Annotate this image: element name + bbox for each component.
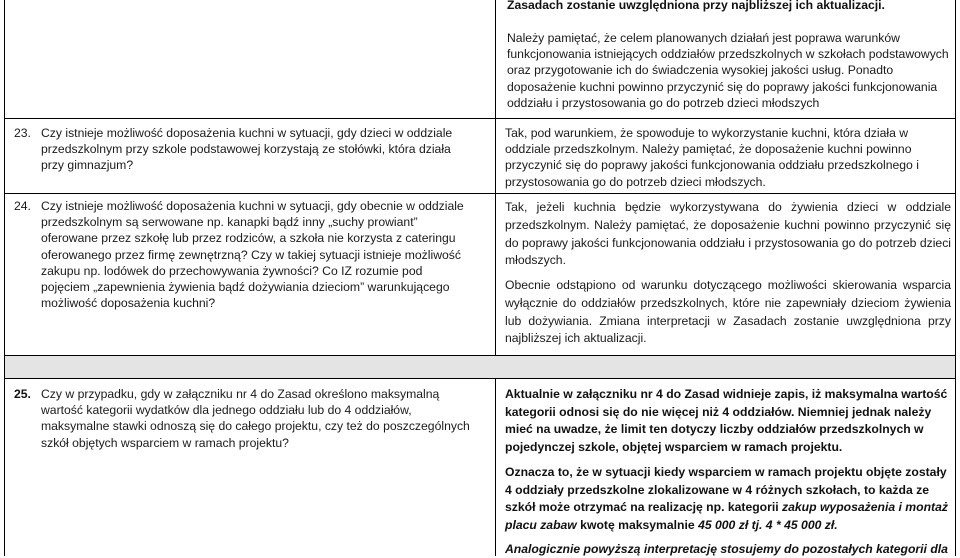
row-number: 25.: [14, 387, 31, 401]
section-divider-band: [5, 356, 955, 378]
table-column-divider: [495, 0, 496, 356]
answer-text-part: kwotę maksymalnie: [576, 517, 699, 532]
category-name: zakup wyposażenia i montaż placu zabaw: [505, 500, 948, 532]
row-separator: [4, 118, 956, 119]
answer-text: Aktualnie w załączniku nr 4 do Zasad widnieje zapis, iż maksymalna wartość kategorii odnosi się do nie więcej niż 4 oddziałów. Niemniej jednak należy mieć na uwadze, że limit ten dotyczy liczby oddziałów przedszkolnych w pojedynczej szkole, objętej wsparciem w ramach projektu.: [505, 387, 948, 454]
answer-text: Obecnie odstąpiono od warunku dotyczącego możliwości skierowania wsparcia wyłącznie do oddziałów przedszkolnych, które nie zapewniały dzieciom żywienia lub dożywiania. Zmiana interpretacji w Zasadach zostanie uwzględniona przy najbliższej ich aktualizacji.: [505, 278, 951, 346]
table-left-border: [4, 0, 5, 556]
row-separator: [4, 193, 956, 194]
answer-text: Tak, pod warunkiem, że spowoduje to wykorzystanie kuchni, która działa w oddziale przedszkolnym. Należy pamiętać, że doposażenie kuchni powinno przyczynić się do poprawy jakości funkcjonowania oddziału przedszkolnego i przystosowania go do potrzeb dzieci młodszych.: [505, 126, 919, 189]
answer-text: Należy pamiętać, że celem planowanych działań jest poprawa warunków funkcjonowania istniejących oddziałów przedszkolnych w szkołach podstawowych oraz przygotowanie ich do świadczenia wysokiej jakości usług. Ponadto doposażenie kuchni powinno przyczynić się do poprawy jakości funkcjonowania oddziału i przystosowania go do potrzeb dzieci młodszych: [507, 31, 949, 110]
amount-value: 45 000 zł tj. 4 * 45 000 zł.: [698, 517, 838, 532]
answer-text: Tak, jeżeli kuchnia będzie wykorzystywana do żywienia dzieci w oddziale przedszkolnym. Należy pamiętać, że doposażenie kuchni powinno przyczynić się do poprawy jakości funkcjonowania oddziału i przystosowania go do potrzeb dzieci młodszych.: [505, 200, 951, 268]
table-right-border: [955, 0, 956, 556]
answer-text: [505, 541, 955, 558]
answer-text-part: Oznacza to, że w sytuacji kiedy wsparciem w ramach projektu objęte zostały 4 oddziały przedszkolne zlokalizowane w 4 różnych szkołach, to każda ze szkół może otrzymać na realizację np. kategorii: [505, 465, 947, 515]
answer-text: [505, 464, 949, 534]
table-column-divider-lower: [495, 378, 496, 556]
question-text: Czy istnieje możliwość doposażenia kuchni w sytuacji, gdy dzieci w oddziale przedszkolnym przy szkole podstawowej korzystają ze stołówki, która działa przy gimnazjum?: [41, 126, 453, 173]
question-text: Czy w przypadku, gdy w załączniku nr 4 do Zasad określono maksymalną wartość kategorii wydatków dla jednego oddziału lub do 4 oddziałów, maksymalne stawki odnoszą się do całego projektu, czy też do poszczególnych szkół objętych wsparciem w ramach projektu?: [41, 387, 470, 450]
answer-text-italic: Analogicznie powyższą interpretację stosujemy do pozostałych kategorii dla: [505, 542, 948, 556]
row-number: 23.: [14, 126, 31, 140]
question-text: Czy istnieje możliwość doposażenia kuchni w sytuacji, gdy obecnie w oddziale przedszkolnym są serwowane np. kanapki bądź inny „suchy prowiant” oferowane przez szkołę lub przez rodziców, a szkoła nie korzysta z cateringu oferowanego przez firmę zewnętrzną? Czy w takiej sytuacji istnieje możliwość zakupu np. lodówek do przechowywania żywności? Co IZ rozumie pod pojęciem „zapewnienia żywienia bądź dożywiania dzieciom” warunkującego możliwość doposażenia kuchni?: [41, 199, 464, 311]
answer-tail: Zasadach zostanie uwzględniona przy najbliższej ich aktualizacji.: [507, 0, 885, 12]
row-number: 24.: [14, 199, 31, 213]
row-separator: [4, 378, 956, 379]
